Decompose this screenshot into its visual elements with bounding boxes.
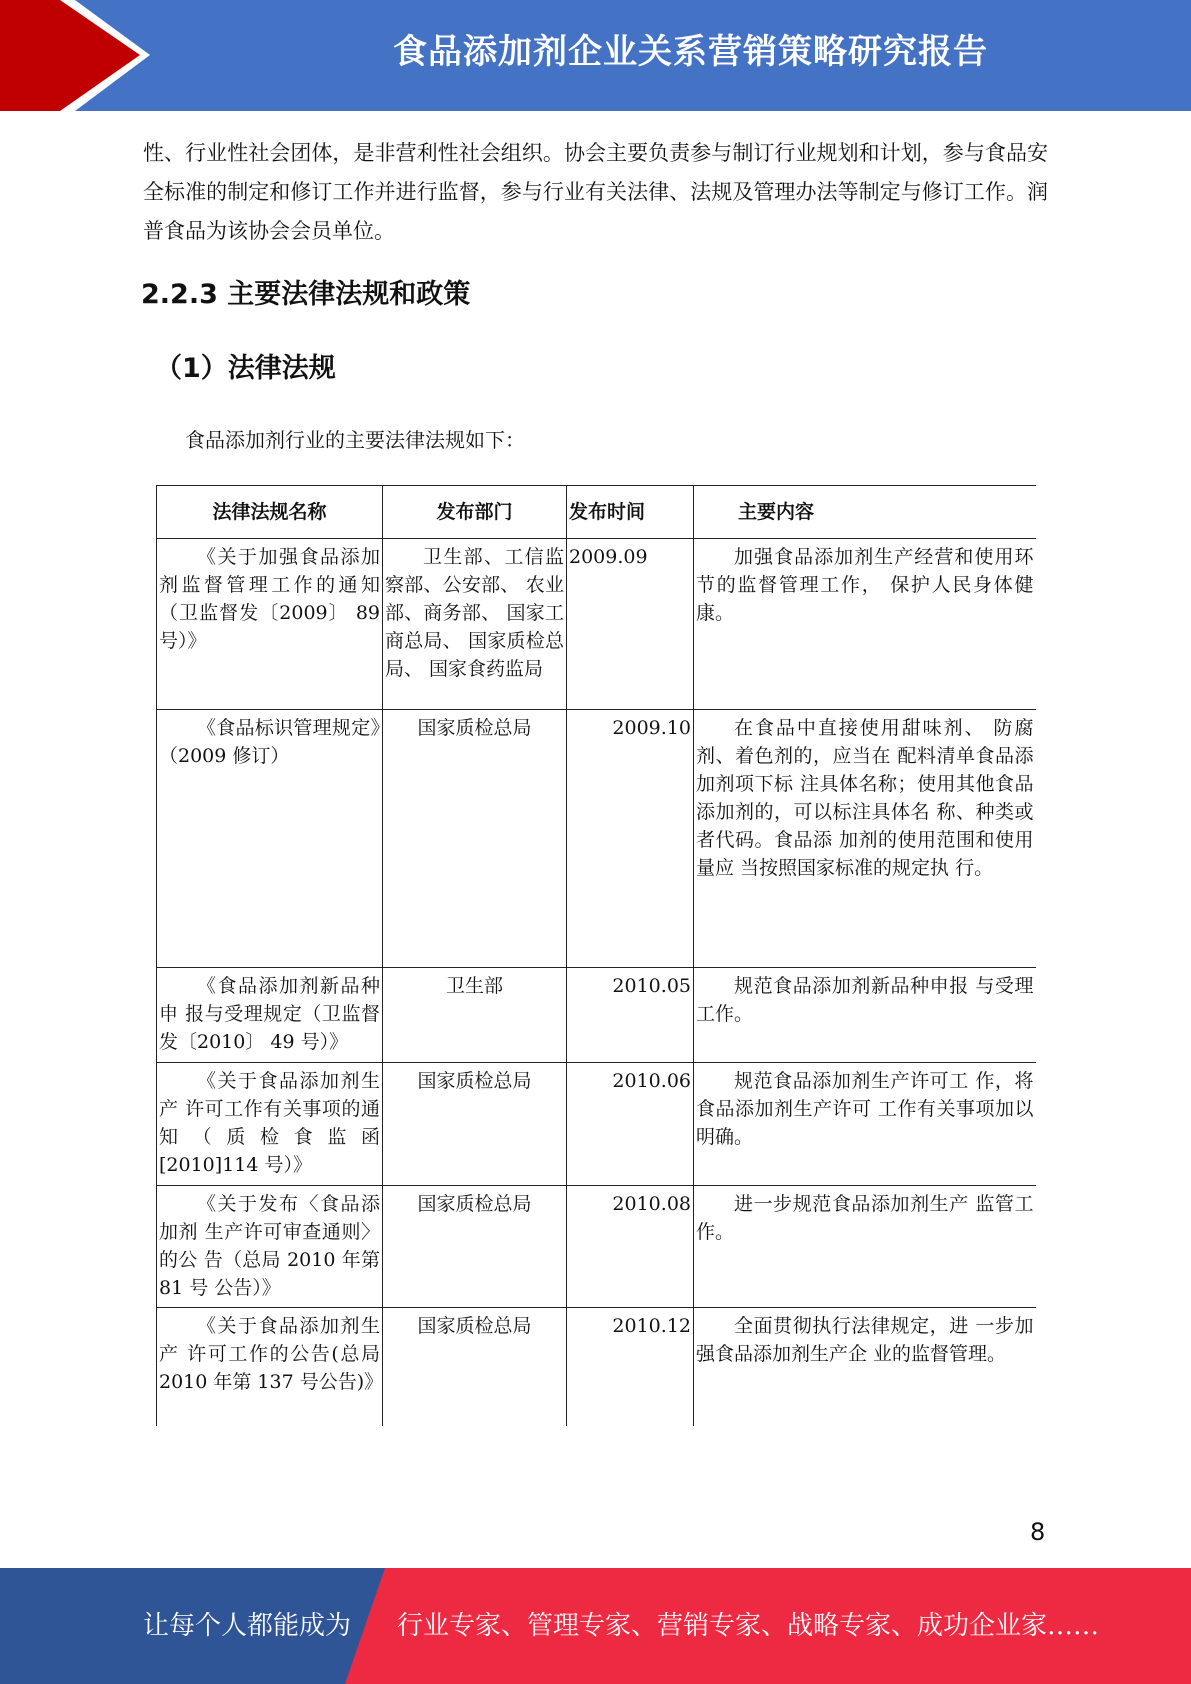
law-date: 2010.05 [567,968,694,1063]
law-name: 《食品添加剂新品种申 报与受理规定（卫监督发〔2010〕 49 号）》 [157,968,383,1063]
page-header-banner [0,0,1191,111]
column-header-department: 发布部门 [383,486,567,539]
law-content: 规范食品添加剂生产许可工 作，将食品添加剂生产许可 工作有关事项加以明确。 [694,1063,1036,1186]
column-header-name: 法律法规名称 [157,486,383,539]
law-content: 加强食品添加剂生产经营和使用环节的监督管理工作， 保护人民身体健康。 [694,539,1036,710]
law-department: 卫生部 [383,968,567,1063]
column-header-date: 发布时间 [567,486,694,539]
law-name: 《关于加强食品添加剂监督管理工作的通知（卫监督发〔2009〕 89 号）》 [157,539,383,710]
table-row [157,1186,1036,1308]
table-row [157,539,1036,710]
laws-table [156,485,1036,1426]
law-name: 《关于食品添加剂生产 许可工作有关事项的通 知（质检食监函[2010]114 号）》 [157,1063,383,1186]
table-row [157,1308,1036,1426]
law-department: 国家质检总局 [383,1308,567,1426]
header-chevron-icon [0,0,140,111]
law-content: 进一步规范食品添加剂生产 监管工作。 [694,1186,1036,1308]
page-number: 8 [1030,1518,1046,1546]
law-date: 2009.09 [567,539,694,710]
footer-slogan-right: 行业专家、管理专家、营销专家、战略专家、成功企业家…… [397,1611,1100,1641]
law-name: 《食品标识管理规定》（2009 修订） [157,710,383,968]
intro-paragraph: 性、行业性社会团体，是非营利性社会组织。协会主要负责参与制订行业规划和计划，参与食品安全标准的制定和修订工作并进行监督，参与行业有关法律、法规及管理办法等制定与修订工作。润普食品为该协会会员单位。 [143,141,1048,243]
law-date: 2010.06 [567,1063,694,1186]
footer-slogan-left: 让每个人都能成为 [143,1611,352,1641]
section-heading: 2.2.3 主要法律法规和政策 [141,279,471,310]
table-row [157,968,1036,1063]
law-content: 规范食品添加剂新品种申报 与受理工作。 [694,968,1036,1063]
report-title: 食品添加剂企业关系营销策略研究报告 [393,32,988,72]
law-date: 2009.10 [567,710,694,968]
page-footer-banner [0,1568,1191,1684]
law-content: 在食品中直接使用甜味剂、 防腐剂、着色剂的，应当在 配料清单食品添加剂项下标 注具体名称；使用其他食品 添加剂的，可以标注具体名 称、种类或者代码。食品添 加剂的使用范围和使用量应 当按照国家标准的规定执 行。 [694,710,1036,968]
law-name: 《关于发布〈食品添加剂 生产许可审查通则〉的公 告（总局 2010 年第 81 号 公告）》 [157,1186,383,1308]
law-date: 2010.12 [567,1308,694,1426]
law-department: 国家质检总局 [383,1063,567,1186]
law-department: 国家质检总局 [383,710,567,968]
column-header-content: 主要内容 [694,486,1036,539]
table-row [157,710,1036,968]
table-intro-text: 食品添加剂行业的主要法律法规如下： [185,428,525,452]
law-name: 《关于食品添加剂生产 许可工作的公告(总局 2010 年第 137 号公告)》 [157,1308,383,1426]
law-department: 国家质检总局 [383,1186,567,1308]
law-date: 2010.08 [567,1186,694,1308]
table-row [157,1063,1036,1186]
law-department: 卫生部、工信监察部、公安部、 农业部、商务部、 国家工商总局、 国家质检总局、 国家食药监局 [383,539,567,710]
law-content: 全面贯彻执行法律规定，进 一步加强食品添加剂生产企 业的监督管理。 [694,1308,1036,1426]
table-header-row [157,486,1036,539]
subsection-heading: （1）法律法规 [155,353,336,384]
